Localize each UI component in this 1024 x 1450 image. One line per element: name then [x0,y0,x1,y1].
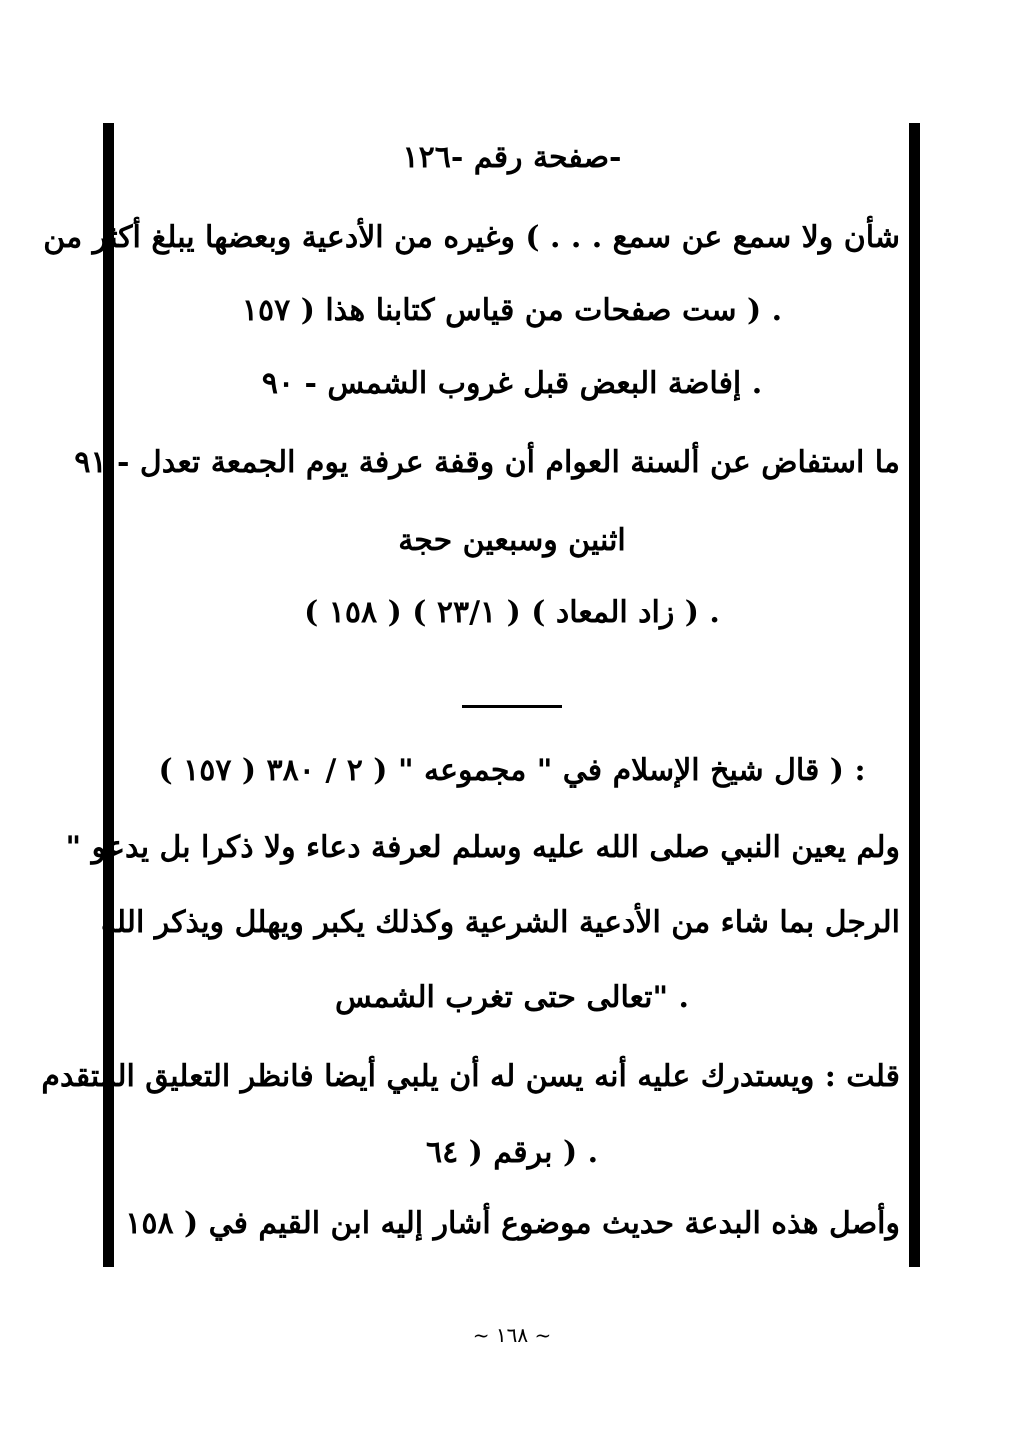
footnote-line-1: : ( قال شيخ الإسلام في " مجموعه " ( ٢ / ٣٨٠ ( ١٥٧ ) [158,753,866,788]
body-line-5: اثنين وسبعين حجة [398,523,626,558]
footnote-line-7: وأصل هذه البدعة حديث موضوع أشار إليه ابن القيم في ( ١٥٨ ) [100,1206,900,1241]
body-line-6: . ( زاد المعاد ) ( ٢٣/١ ) ( ١٥٨ ) [304,595,720,630]
body-line-3: . إفاضة البعض قبل غروب الشمس - ٩٠ [261,366,763,401]
body-line-1: شأن ولا سمع عن سمع . . . ) وغيره من الأدعية وبعضها يبلغ أكثر من [43,220,900,255]
page-content [41,128,900,1258]
page-number: ~ ١٦٨ ~ [472,1323,552,1347]
right-border-rule [909,123,920,1267]
footnote-line-4: . "تعالى حتى تغرب الشمس [334,980,689,1015]
footnote-line-6: . ( برقم ( ٦٤ [425,1135,599,1170]
footnote-line-5: قلت : ويستدرك عليه أنه يسن له أن يلبي أيضا فانظر التعليق المتقدم [41,1059,900,1094]
body-line-4: ما استفاض عن ألسنة العوام أن وقفة عرفة يوم الجمعة تعدل - ٩١ [74,445,900,480]
footnote-line-3: الرجل بما شاء من الأدعية الشرعية وكذلك يكبر ويهلل ويذكر الله [100,905,900,940]
footnote-divider [462,705,562,708]
body-line-2: . ( ست صفحات من قياس كتابنا هذا ( ١٥٧ [241,293,783,328]
footnote-line-2: ولم يعين النبي صلى الله عليه وسلم لعرفة دعاء ولا ذكرا بل يدعو " [65,830,900,865]
page-label: -صفحة رقم -١٢٦ [402,140,622,175]
